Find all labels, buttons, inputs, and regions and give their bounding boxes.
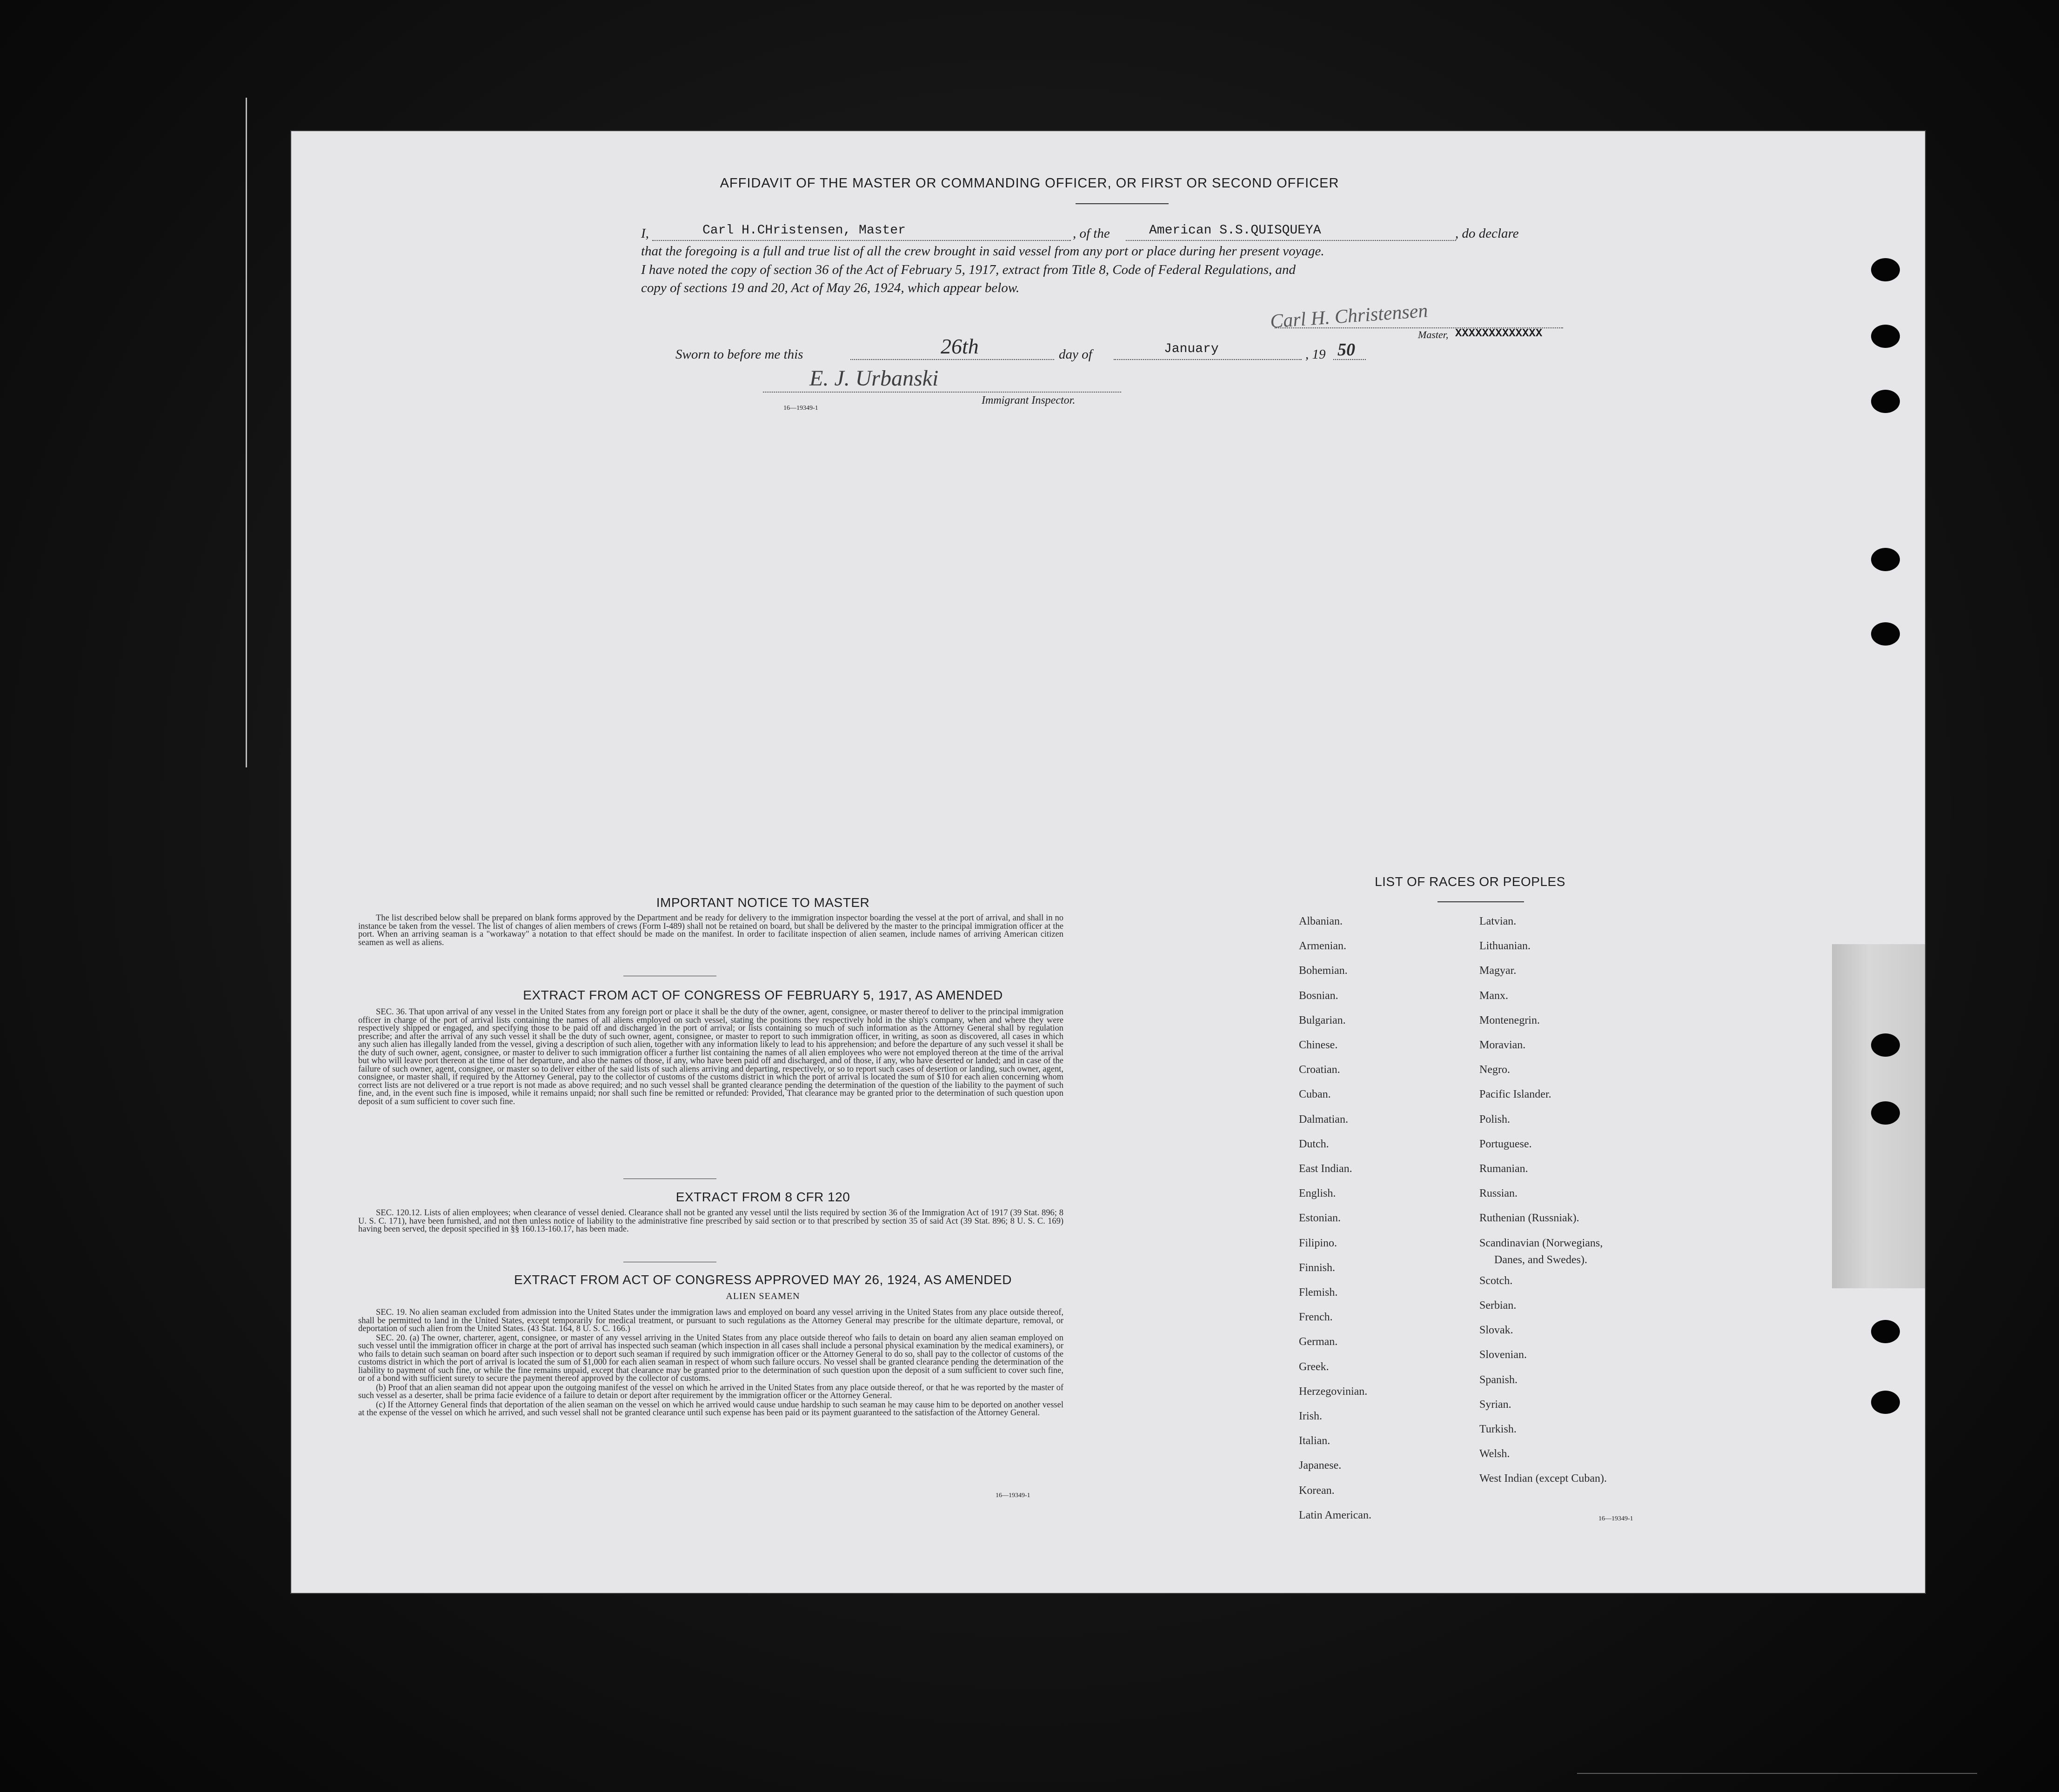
inspector-label: Immigrant Inspector. [982,394,1076,406]
extract-cfr-text [358,1209,1063,1235]
race-item: Turkish. [1479,1423,1517,1435]
extract-1924-text [358,1309,1063,1419]
section-19-paragraph: SEC. 19. No alien seaman excluded from admission into the United States under the immigration laws and employed on board any vessel arriving in the United States from any place outside thereof, shall be permitted to land in the United States, except temporarily for medical treatment, or pursuant to such regulations as the Attorney General may prescribe for the ultimate departure, removal, or deportation of such alien from the United States. (43 Stat. 164, 8 U. S. C. 166.) [358,1308,1063,1333]
race-item: Cuban. [1299,1088,1331,1101]
affidavit-line-2: that the foregoing is a full and true list of all the crew brought in said vessel from any port or place during her present voyage. [641,244,1324,259]
race-item: Armenian. [1299,940,1346,953]
race-item: Ruthenian (Russniak). [1479,1212,1579,1225]
extract-1917-title: EXTRACT FROM ACT OF CONGRESS OF FEBRUARY 5, 1917, AS AMENDED [523,988,1003,1002]
month-line [1114,359,1302,360]
race-item: Croatian. [1299,1064,1340,1076]
section-36-paragraph: SEC. 36. That upon arrival of any vessel in the United States from any foreign port or place it shall be the duty of the owner, agent, consignee, or master thereof to deliver to the principal immigration officer in charge of the port of arrival lists containing the names of all aliens employed on such vessel, stating the positions they respectively hold in the ship's company, when and where they were respectively shipped or engaged, and specifying those to be paid off and discharged in the port of arrival; or lists containing so much of such information as the Attorney General shall by regulation prescribe; and after the arrival of any such vessel it shall be the duty of such owner, agent, consignee, or master to report to such immigration officer, in writing, as soon as discovered, all cases in which any such alien has illegally landed from the vessel, giving a description of such alien, together with any information likely to lead to his apprehension; and before the departure of any such vessel it shall be the duty of such owner, agent, consignee, or master to deliver to such immigration officer a further list containing the names of all alien employees who were not employed thereon at the time of the arrival but who will leave port thereon at the time of her departure, and also the names of those, if any, who have been paid off and discharged, and of those, if any, who have deserted or landed; and in case of the failure of such owner, agent, consignee, or master so to deliver either of the said lists of such aliens arriving and departing, respectively, or so to report such cases of desertion or landing, such owner, agent, consignee, or master shall, if required by the Attorney General, pay to the collector of customs of the customs district in which the port of arrival is located the sum of $10 for each alien concerning whom correct lists are not delivered or a true report is not made as above required; and no such vessel shall be granted clearance pending the determination of the question of the liability to the payment of such fine, and, in the event such fine is imposed, while it remains unpaid; nor shall such fine be remitted or refunded: Provided, That clearance may be granted prior to the determination of such question upon deposit of a sum sufficient to cover such fine. [358,1007,1063,1106]
race-item: Albanian. [1299,915,1343,927]
section-120-paragraph: SEC. 120.12. Lists of alien employees; when clearance of vessel denied. Clearance shall not be granted any vessel until the lists required by section 36 of the Immigration Act of 1917 (39 Stat. 896; 8 U. S. C. 171), have been furnished, and not then unless notice of liability to the administrative fine prescribed by said section or to that prescribed by section 35 of said Act (39 Stat. 896; 8 U. S. C. 169) having been served, the deposit specified in §§ 160.13-160.17, has been made. [358,1208,1063,1234]
punch-hole [1871,622,1900,646]
year-prefix: , 19 [1305,347,1326,362]
of-the-text: , of the [1073,226,1110,241]
race-item: Slovenian. [1479,1349,1527,1361]
do-declare-text: , do declare [1455,226,1519,241]
affidavit-line-3: I have noted the copy of section 36 of the Act of February 5, 1917, extract from Title 8, Code of Federal Regulations, and [641,262,1296,277]
race-item: Montenegrin. [1479,1014,1540,1026]
race-item: Manx. [1479,989,1508,1002]
race-item: Flemish. [1299,1286,1338,1299]
race-item: Portuguese. [1479,1138,1532,1150]
race-item: Russian. [1479,1187,1518,1200]
inspector-signature: E. J. Urbanski [809,366,939,391]
section-20c-paragraph: (c) If the Attorney General finds that deportation of the alien seaman on the vessel on which he arrived would cause undue hardship to such seaman he may cause him to be deported on another vessel at the expense of the vessel on which he arrived, and such vessel shall not be granted clearance until such expense has been paid or its payment guaranteed to the satisfaction of the Attorney General. [358,1400,1063,1418]
race-item: Rumanian. [1479,1163,1528,1175]
month-value: January [1164,342,1219,356]
race-item: Dalmatian. [1299,1113,1348,1126]
race-item: Irish. [1299,1410,1322,1422]
race-item: Herzegovinian. [1299,1385,1368,1398]
inspector-line [763,392,1121,393]
race-item: Serbian. [1479,1299,1517,1312]
notice-text [358,914,1063,948]
film-scratch [1577,1773,1977,1774]
race-item: Polish. [1479,1113,1511,1126]
race-item: Slovak. [1479,1324,1513,1337]
race-item: Scandinavian (Norwegians, [1479,1237,1603,1249]
day-line [850,359,1054,360]
vessel-line [1126,240,1456,241]
sworn-text: Sworn to before me this [675,347,803,362]
punch-hole [1871,1391,1900,1414]
race-item: Syrian. [1479,1398,1511,1411]
race-item: Bohemian. [1299,965,1348,977]
race-item: Bulgarian. [1299,1014,1346,1026]
race-item: East Indian. [1299,1163,1352,1175]
punch-hole [1871,548,1900,571]
punch-hole [1871,1033,1900,1057]
race-item: Chinese. [1299,1039,1338,1051]
race-item: Latvian. [1479,915,1517,927]
alien-seamen-subtitle: ALIEN SEAMEN [726,1291,800,1301]
punch-hole [1871,258,1900,281]
vessel-name: American S.S.QUISQUEYA [1149,223,1321,238]
punch-hole [1871,390,1900,413]
race-item: Magyar. [1479,965,1517,977]
affidavit-i: I, [641,226,649,241]
race-item: Spanish. [1479,1373,1518,1386]
race-item: German. [1299,1336,1338,1348]
section-20a-paragraph: SEC. 20. (a) The owner, charterer, agent, consignee, or master of any vessel arriving in the United States from any place outside thereof who fails to detain on board any alien seaman employed on such vessel until the immigration officer in charge at the port of arrival has inspected such seaman (which inspection in all cases shall include a personal physical examination by the medical examiners), or who fails to detain such seaman on board after such inspection or to deport such seaman if required by such immigration officer or the Attorney General to do so, shall pay to the collector of customs of the customs district in which the port of arrival is located the sum of $1,000 for each alien seaman in respect of whom such failure occurs. No vessel shall be granted clearance pending the determination of the liability to payment of such fine, or while the fine remains unpaid, except that clearance may be granted prior to the determination of such question upon the deposit of a sum sufficient to cover such fine, or of a bond with sufficient surety to secure the payment thereof approved by the collector of customs. [358,1333,1063,1383]
title-rule [1076,203,1169,204]
master-label: Master, [1418,329,1449,340]
races-title: LIST OF RACES OR PEOPLES [1375,874,1565,889]
race-item: Italian. [1299,1435,1330,1447]
race-item: Danes, and Swedes). [1494,1254,1587,1266]
notice-paragraph: The list described below shall be prepared on blank forms approved by the Department and be ready for delivery to the immigration inspector boarding the vessel at the port of arrival, and shall in no instance be taken from the vessel. The list of changes of alien members of crews (Form I-489) shall not be retained on board, but shall be delivered by the master to the principal immigration officer at the port. When an arriving seaman is a "workaway" a notation to that effect should be made on the manifest. In order to facilitate inspection of alien seamen, include names of arriving American citizen seamen as well as aliens. [358,913,1063,947]
master-struck-text: XXXXXXXXXXXXX [1455,327,1543,340]
race-item: Japanese. [1299,1459,1342,1472]
form-number: 16—19349-1 [996,1492,1030,1499]
race-item: Moravian. [1479,1039,1526,1051]
race-item: Estonian. [1299,1212,1341,1225]
year-line [1333,359,1366,360]
race-item: English. [1299,1187,1336,1200]
races-rule [1437,901,1524,902]
race-item: Lithuanian. [1479,940,1531,953]
punch-hole [1871,325,1900,348]
day-of-text: day of [1059,347,1092,362]
race-item: West Indian (except Cuban). [1479,1472,1607,1485]
extract-1917-text [358,1008,1063,1107]
affidavit-line-4: copy of sections 19 and 20, Act of May 26, 1924, which appear below. [641,280,1020,295]
day-value: 26th [941,334,979,358]
race-item: Korean. [1299,1484,1335,1497]
year-value: 50 [1337,340,1355,360]
race-item: Dutch. [1299,1138,1329,1150]
affidavit-title: AFFIDAVIT OF THE MASTER OR COMMANDING OFFICER, OR FIRST OR SECOND OFFICER [720,176,1339,191]
extract-cfr-title: EXTRACT FROM 8 CFR 120 [675,1190,850,1204]
name-line [652,240,1071,241]
race-item: Welsh. [1479,1448,1510,1460]
section-20b-paragraph: (b) Proof that an alien seaman did not appear upon the outgoing manifest of the vessel on which he arrived in the United States from any place outside thereof, or that he was reported by the master of such vessel as a deserter, shall be prima facie evidence of a failure to detain or deport after requirement by the immigration officer or the Attorney General. [358,1383,1063,1400]
notice-title: IMPORTANT NOTICE TO MASTER [656,895,870,910]
extract-1924-title: EXTRACT FROM ACT OF CONGRESS APPROVED MAY 26, 1924, AS AMENDED [514,1272,1012,1287]
master-name: Carl H.CHristensen, Master [702,223,906,238]
race-item: Pacific Islander. [1479,1088,1551,1101]
race-item: Finnish. [1299,1261,1336,1274]
race-item: Scotch. [1479,1274,1513,1287]
race-item: Filipino. [1299,1237,1337,1249]
race-item: French. [1299,1311,1333,1324]
race-item: Negro. [1479,1064,1510,1076]
form-number: 16—19349-1 [1598,1515,1633,1522]
film-scratch [246,98,247,767]
punch-hole [1871,1320,1900,1343]
race-item: Latin American. [1299,1509,1371,1521]
race-item: Bosnian. [1299,989,1338,1002]
form-number: 16—19349-1 [783,405,818,412]
punch-hole [1871,1101,1900,1125]
race-item: Greek. [1299,1360,1329,1373]
master-signature: Carl H. Christensen [1269,300,1429,333]
